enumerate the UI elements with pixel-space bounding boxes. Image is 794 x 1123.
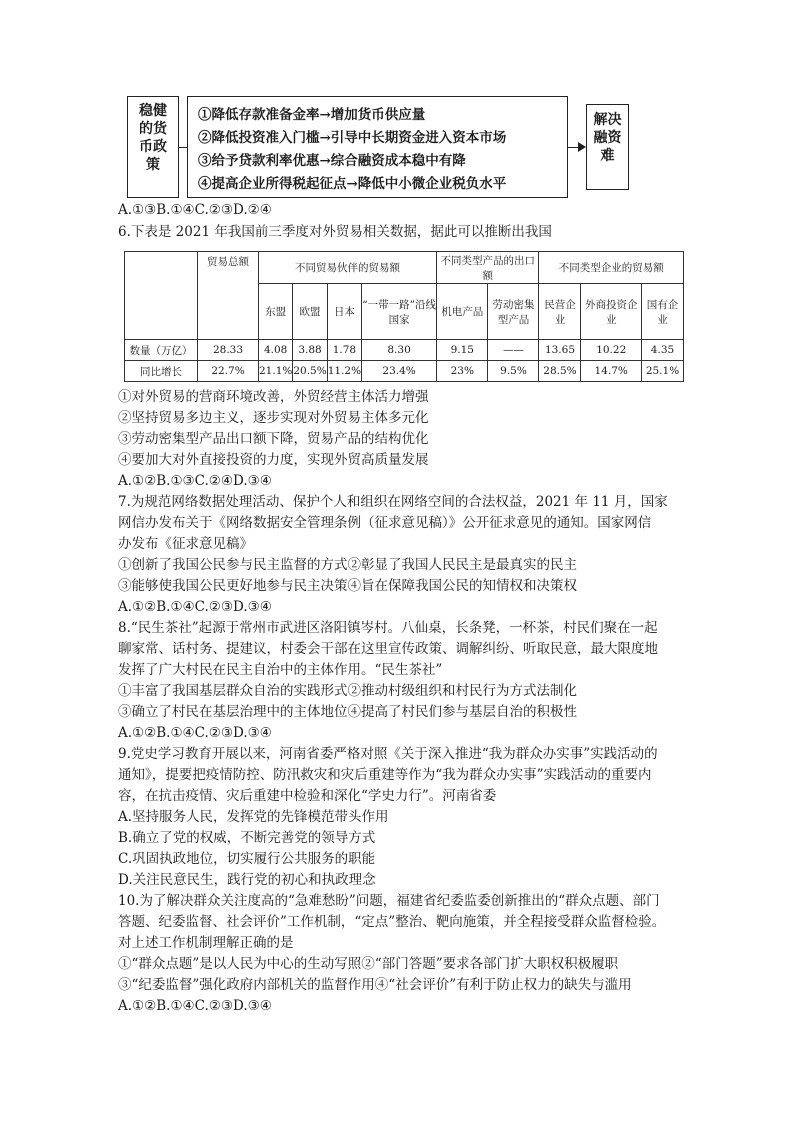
q6-option: ③劳动密集型产品出口额下降，贸易产品的结构优化 bbox=[118, 431, 429, 447]
q6-stem: 6.下表是 2021 年我国前三季度对外贸易相关数据，据此可以推断出我国 bbox=[118, 224, 552, 240]
subheader-cell: 机电产品 bbox=[437, 284, 488, 340]
q9-option: C.巩固执政地位，切实履行公共服务的职能 bbox=[118, 851, 376, 867]
table-cell: 28.33 bbox=[198, 340, 259, 361]
measure-4: ④提高企业所得税起征点→降低中小微企业税负水平 bbox=[198, 176, 507, 192]
arrow-head-icon bbox=[578, 142, 586, 152]
q9-line: 通知》，提要把疫情防控、防汛救灾和灾后重建等作为“我为群众办实事”实践活动的重要内 bbox=[118, 767, 652, 783]
header-partners: 不同贸易伙伴的贸易额 bbox=[259, 252, 437, 284]
subheader-cell: 外商投资企业 bbox=[581, 284, 642, 340]
trade-table bbox=[124, 251, 684, 382]
q7-line: 网信办发布关于《网络数据安全管理条例（征求意见稿）》公开征求意见的通知。国家网信 bbox=[118, 515, 652, 531]
q8-line: 8.“民生茶社”起源于常州市武进区洛阳镇岑村。八仙桌，长条凳，一杯茶，村民们聚在一起 bbox=[118, 620, 658, 636]
q7-answers: A.①②B.①④C.②③D.③④ bbox=[118, 599, 272, 615]
subheader-cell: 欧盟 bbox=[293, 284, 327, 340]
subheader-cell: 国有企业 bbox=[641, 284, 683, 340]
table-cell: 13.65 bbox=[539, 340, 581, 361]
table-cell: 3.88 bbox=[293, 340, 327, 361]
q6-option: ④要加大对外直接投资的力度，实现外贸高质量发展 bbox=[118, 452, 429, 468]
q6-option: ②坚持贸易多边主义，逐步实现对外贸易主体多元化 bbox=[118, 410, 429, 426]
subheader-cell: 东盟 bbox=[259, 284, 293, 340]
q9-option: B.确立了党的权威，不断完善党的领导方式 bbox=[118, 830, 376, 846]
q8-line: 发挥了广大村民在民主自治中的主体作用。“民生茶社” bbox=[118, 662, 443, 678]
table-cell: 9.5% bbox=[488, 361, 539, 382]
table-cell: 20.5% bbox=[293, 361, 327, 382]
table-cell: 4.08 bbox=[259, 340, 293, 361]
table-cell: 23.4% bbox=[362, 361, 437, 382]
q8-line: ①丰富了我国基层群众自治的实践形式②推动村级组织和村民行为方式法制化 bbox=[118, 683, 577, 699]
table-cell: 10.22 bbox=[581, 340, 642, 361]
table-cell: 4.35 bbox=[641, 340, 683, 361]
q6-answers: A.①②B.①③C.②④D.③④ bbox=[118, 473, 272, 489]
q10-line: 对上述工作机制理解正确的是 bbox=[118, 935, 294, 951]
q7-line: ①创新了我国公民参与民主监督的方式②彰显了我国人民民主是最真实的民主 bbox=[118, 557, 577, 573]
q9-line: 9.党史学习教育开展以来，河南省委严格对照《关于深入推进“我为群众办实事”实践活动的 bbox=[118, 746, 658, 762]
subheader-cell: 劳动密集型产品 bbox=[488, 284, 539, 340]
policy-measures-box bbox=[187, 96, 568, 198]
q10-line: ③“纪委监督”强化政府内部机关的监督作用④“社会评价”有利于防止权力的缺失与滥用 bbox=[118, 977, 632, 993]
table-cell: 28.5% bbox=[539, 361, 581, 382]
table-cell: 23% bbox=[437, 361, 488, 382]
table-cell: —— bbox=[488, 340, 539, 361]
table-cell: 1.78 bbox=[327, 340, 361, 361]
q7-line: ③能够使我国公民更好地参与民主决策④旨在保障我国公民的知情权和决策权 bbox=[118, 578, 577, 594]
q9-option: D.关注民意民生，践行党的初心和执政理念 bbox=[118, 872, 376, 888]
row-label: 同比增长 bbox=[125, 361, 198, 382]
measure-2: ②降低投资准入门槛→引导中长期资金进入资本市场 bbox=[198, 130, 507, 146]
policy-right-box bbox=[586, 104, 629, 190]
q8-answers: A.①②B.①④C.②③D.③④ bbox=[118, 725, 272, 741]
table-cell: 11.2% bbox=[327, 361, 361, 382]
table-cell: 14.7% bbox=[581, 361, 642, 382]
header-total: 贸易总额 bbox=[198, 252, 259, 340]
row-label: 数量（万亿） bbox=[125, 340, 198, 361]
policy-left-box bbox=[127, 96, 179, 198]
header-enterprises: 不同类型企业的贸易额 bbox=[539, 252, 684, 284]
table-cell: 9.15 bbox=[437, 340, 488, 361]
measure-1: ①降低存款准备金率→增加货币供应量 bbox=[198, 107, 426, 123]
table-cell: 21.1% bbox=[259, 361, 293, 382]
subheader-cell: “一带一路”沿线国家 bbox=[362, 284, 437, 340]
q10-line: 答题、纪委监督、社会评价”工作机制，“定点”整治、靶向施策，并全程接受群众监督检验。 bbox=[118, 914, 666, 930]
table-cell: 25.1% bbox=[641, 361, 683, 382]
subheader-cell: 民营企业 bbox=[539, 284, 581, 340]
q9-option: A.坚持服务人民，发挥党的先锋模范带头作用 bbox=[118, 809, 389, 825]
q10-line: ①“群众点题”是以人民为中心的生动写照②“部门答题”要求各部门扩大职权积极履职 bbox=[118, 956, 619, 972]
subheader-cell: 日本 bbox=[327, 284, 361, 340]
q8-line: 聊家常、话村务、提建议，村委会干部在这里宣传政策、调解纠纷、听取民意，最大限度地 bbox=[118, 641, 658, 657]
q9-line: 容，在抗击疫情、灾后重建中检验和深化“学史力行”。河南省委 bbox=[118, 788, 497, 804]
q10-line: 10.为了解决群众关注度高的“急难愁盼”问题，福建省纪委监委创新推出的“群众点题、部门 bbox=[118, 893, 660, 909]
q7-line: 办发布《征求意见稿》 bbox=[118, 536, 253, 552]
q7-line: 7.为规范网络数据处理活动、保护个人和组织在网络空间的合法权益，2021 年 11 月，国家 bbox=[118, 494, 668, 510]
table-cell: 8.30 bbox=[362, 340, 437, 361]
policy-right-label: 解决融资难 bbox=[593, 112, 622, 164]
q6-option: ①对外贸易的营商环境改善，外贸经营主体活力增强 bbox=[118, 389, 429, 405]
q5-options: A.①③B.①④C.②③D.②④ bbox=[118, 202, 272, 218]
header-products: 不同类型产品的出口额 bbox=[437, 252, 539, 284]
measure-3: ③给予贷款利率优惠→综合融资成本稳中有降 bbox=[198, 153, 466, 169]
q10-answers: A.①②B.①④C.②③D.③④ bbox=[118, 998, 272, 1014]
corner-cell bbox=[125, 252, 198, 340]
table-cell: 22.7% bbox=[198, 361, 259, 382]
q8-line: ③确立了村民在基层治理中的主体地位④提高了村民们参与基层自治的积极性 bbox=[118, 704, 577, 720]
arrow-line bbox=[179, 147, 187, 148]
policy-left-label: 稳健的货币政策 bbox=[139, 103, 167, 173]
